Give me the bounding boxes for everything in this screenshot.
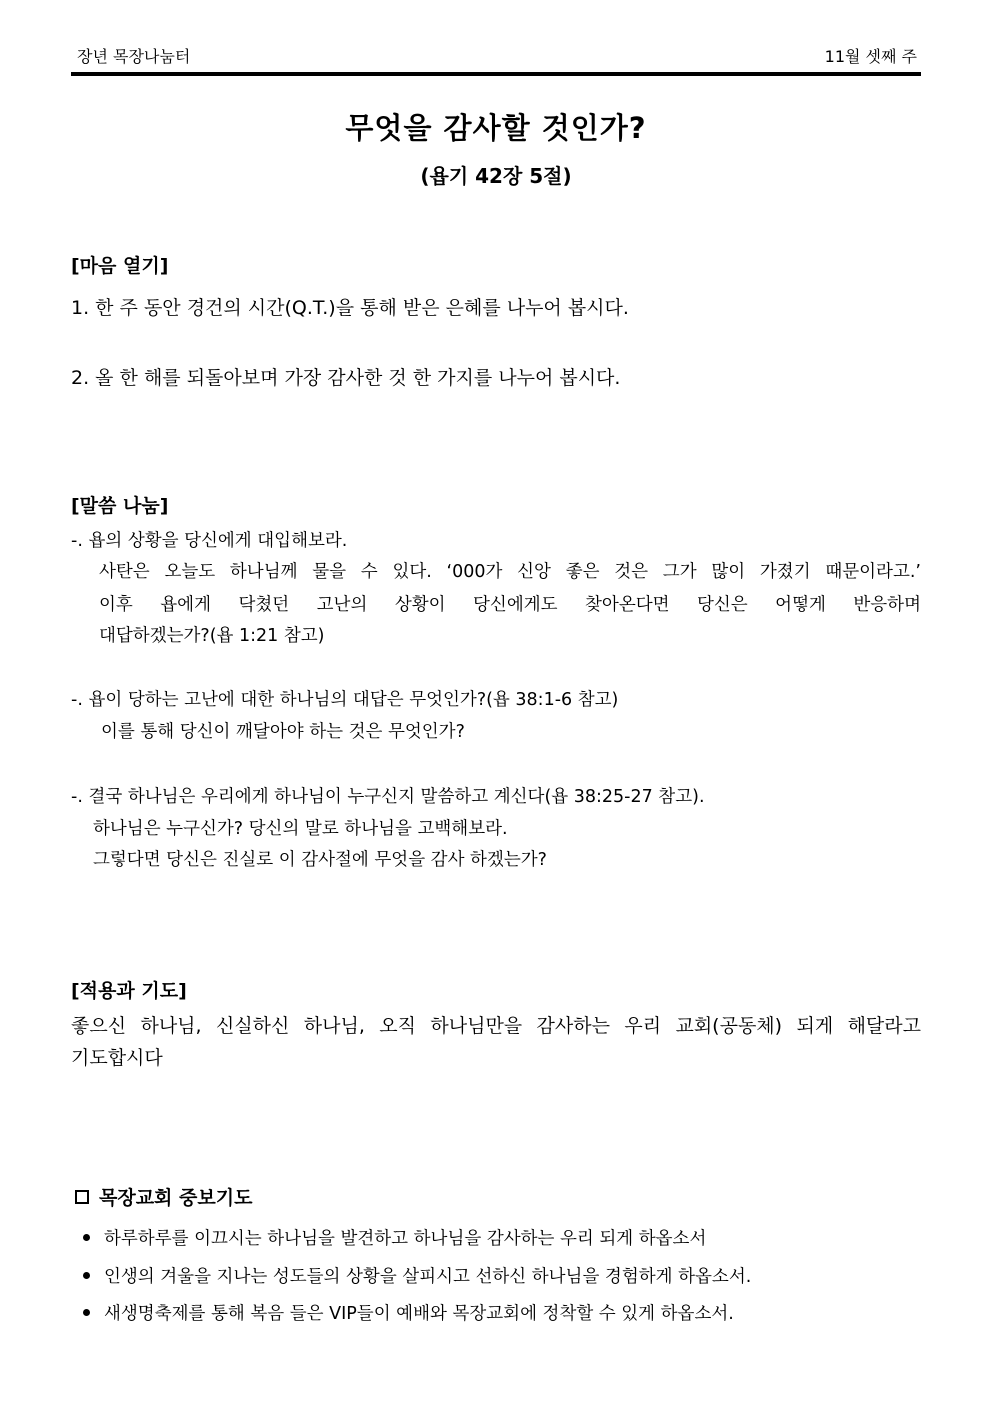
sharing-2-line-1: -. 욥이 당하는 고난에 대한 하나님의 대답은 무엇인가?(욥 38:1-6 참고) [71,690,619,710]
intercession-item-text: 하루하루를 이끄시는 하나님을 발견하고 하나님을 감사하는 우리 되게 하옵소서 [104,1229,707,1249]
sharing-1-line-3: 이후 욥에게 닥쳤던 고난의 상황이 당신에게도 찾아온다면 당신은 어떻게 반응하며 [99,595,921,615]
bullet-icon [83,1272,90,1279]
page-subtitle: (욥기 42장 5절) [420,164,572,188]
header-right: 11월 셋째 주 [824,47,917,66]
section-heading-intercession [75,1183,252,1210]
sharing-3-line-3: 그렇다면 당신은 진실로 이 감사절에 무엇을 감사 하겠는가? [93,850,547,870]
prayer-line-2: 기도합시다 [71,1047,163,1069]
sharing-2-line-2: 이를 통해 당신이 깨달아야 하는 것은 무엇인가? [101,722,465,742]
question-1: 1. 한 주 동안 경건의 시간(Q.T.)을 통해 받은 은혜를 나누어 봅시다. [71,297,629,319]
intercession-item [83,1263,751,1288]
section-heading-open-heart: [마음 열기] [71,255,169,277]
sharing-3-line-1: -. 결국 하나님은 우리에게 하나님이 누구신지 말씀하고 계신다(욥 38:25-27 참고). [71,787,705,807]
sharing-1-line-2: 사탄은 오늘도 하나님께 물을 수 있다. ‘000가 신앙 좋은 것은 그가 많이 가졌기 때문이라고.’ [99,562,921,582]
section-heading-application-prayer: [적용과 기도] [71,980,187,1002]
header-left: 장년 목장나눔터 [77,47,191,66]
bullet-icon [83,1234,90,1241]
sharing-1-line-4: 대답하겠는가?(욥 1:21 참고) [99,626,325,646]
question-2: 2. 올 한 해를 되돌아보며 가장 감사한 것 한 가지를 나누어 봅시다. [71,367,621,389]
intercession-heading-text: 목장교회 중보기도 [99,1187,253,1209]
bullet-icon [83,1309,90,1316]
checkbox-square-icon [75,1190,89,1204]
page-title: 무엇을 감사할 것인가? [345,111,647,145]
intercession-item-text: 새생명축제를 통해 복음 들은 VIP들이 예배와 목장교회에 정착할 수 있게 하옵소서. [104,1304,734,1324]
intercession-item-text: 인생의 겨울을 지나는 성도들의 상황을 살피시고 선하신 하나님을 경험하게 하옵소서. [104,1267,752,1287]
intercession-item [83,1300,734,1325]
section-heading-word-sharing: [말씀 나눔] [71,495,169,517]
sharing-3-line-2: 하나님은 누구신가? 당신의 말로 하나님을 고백해보라. [93,819,508,839]
header-rule [71,72,921,76]
prayer-line-1: 좋으신 하나님, 신실하신 하나님, 오직 하나님만을 감사하는 우리 교회(공동체) 되게 해달라고 [71,1015,921,1037]
intercession-item [83,1225,706,1250]
sharing-1-line-1: -. 욥의 상황을 당신에게 대입해보라. [71,531,348,551]
document-page [71,0,921,1403]
